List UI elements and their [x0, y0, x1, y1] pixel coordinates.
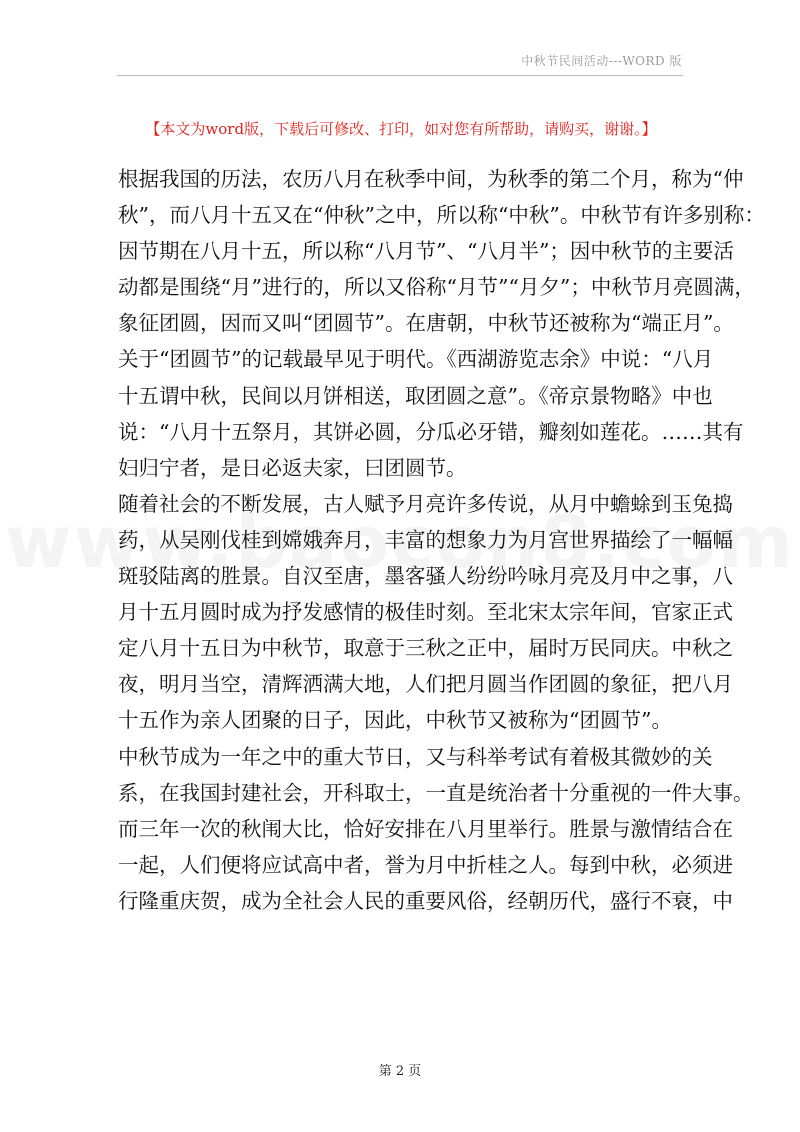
paragraph-4: [118, 739, 754, 919]
paragraph-line: 象征团圆，因而又叫“团圆节”。在唐朝，中秋节还被称为“端正月”。: [118, 311, 734, 336]
header-divider: [117, 75, 683, 76]
paragraph-line: 关于“团圆节”的记载最早见于明代。《西湖游览志余》中说：“八月: [118, 347, 714, 372]
paragraph-line: 随着社会的不断发展，古人赋予月亮许多传说，从月中蟾蜍到玉兔捣: [118, 491, 733, 516]
paragraph-1: [118, 161, 765, 341]
paragraph-line: 十五作为亲人团聚的日子，因此，中秋节又被称为“团圆节”。: [118, 708, 672, 733]
paragraph-line: 说：“八月十五祭月，其饼必圆，分瓜必牙错，瓣刻如莲花。……其有: [118, 419, 744, 444]
paragraph-line: 十五谓中秋，民间以月饼相送，取团圆之意”。《帝京景物略》中也: [118, 383, 713, 408]
paragraph-line: 斑驳陆离的胜景。自汉至唐，墨客骚人纷纷吟咏月亮及月中之事，八: [118, 564, 733, 589]
paragraph-2: [118, 341, 744, 485]
page-header-title: 中秋节民间活动---WORD 版: [521, 54, 682, 68]
paragraph-line: 系，在我国封建社会，开科取士，一直是统治者十分重视的一件大事。: [118, 780, 754, 805]
paragraph-line: 夜，明月当空，清辉洒满大地，人们把月圆当作团圆的象征，把八月: [118, 672, 733, 697]
paragraph-line: 而三年一次的秋闱大比，恰好安排在八月里举行。胜景与激情结合在: [118, 816, 733, 841]
paragraph-line: 秋”，而八月十五又在“仲秋”之中，所以称“中秋”。中秋节有许多别称：: [118, 203, 765, 228]
paragraph-line: 行隆重庆贺，成为全社会人民的重要风俗，经朝历代，盛行不衰，中: [118, 888, 733, 913]
paragraph-3: [118, 486, 733, 739]
paragraph-line: 根据我国的历法，农历八月在秋季中间，为秋季的第二个月，称为“仲: [118, 167, 744, 191]
paragraph-line: 妇归宁者，是日必返夫家，曰团圆节。: [118, 455, 467, 480]
download-notice: 【本文为word版，下载后可修改、打印，如对您有所帮助，请购买，谢谢。】: [145, 120, 657, 138]
article-body: [118, 161, 765, 919]
paragraph-line: 因节期在八月十五，所以称“八月节”、“八月半”；因中秋节的主要活: [118, 239, 734, 264]
paragraph-line: 中秋节成为一年之中的重大节日，又与科举考试有着极其微妙的关: [118, 744, 713, 769]
paragraph-line: 药，从吴刚伐桂到嫦娥奔月，丰富的想象力为月宫世界描绘了一幅幅: [118, 527, 733, 552]
paragraph-line: 定八月十五日为中秋节，取意于三秋之正中，届时万民同庆。中秋之: [118, 636, 733, 661]
page-number: 第 2 页: [378, 1064, 422, 1079]
paragraph-line: 月十五月圆时成为抒发感情的极佳时刻。至北宋太宗年间，官家正式: [118, 600, 733, 625]
paragraph-line: 一起，人们便将应试高中者，誉为月中折桂之人。每到中秋，必须进: [118, 852, 733, 877]
paragraph-line: 动都是围绕“月”进行的，所以又俗称“月节”“月夕”；中秋节月亮圆满，: [118, 275, 755, 300]
